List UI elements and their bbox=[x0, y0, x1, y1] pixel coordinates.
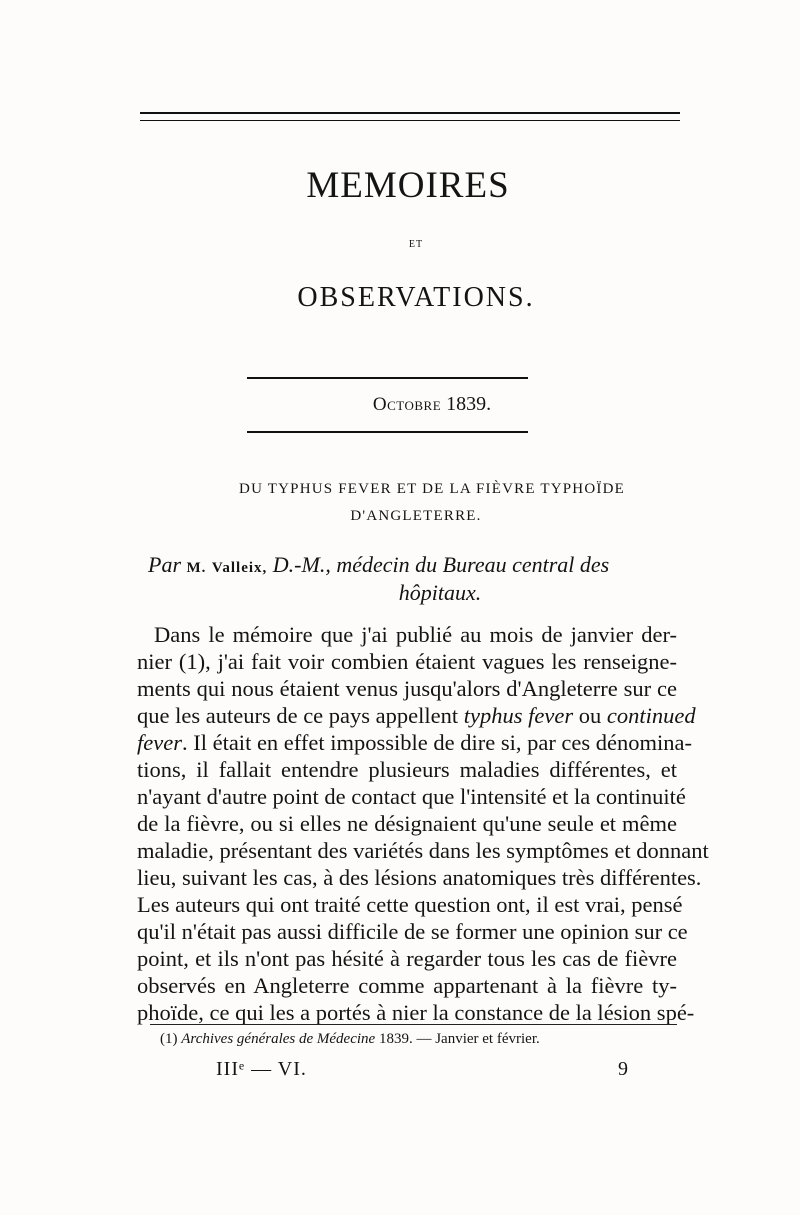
byline-prefix: Par bbox=[148, 552, 181, 577]
body-line: Dans le mémoire que j'ai publié au mois de janvier der- bbox=[154, 622, 677, 647]
body-line: ments qui nous étaient venus jusqu'alors d'Angleterre sur ce bbox=[137, 676, 677, 701]
body-line: de la fièvre, ou si elles ne désignaient qu'une seule et même bbox=[137, 811, 677, 836]
body-italic-term: typhus fever bbox=[463, 703, 574, 728]
footnote-rest: 1839. — Janvier et février. bbox=[375, 1031, 540, 1047]
footnote-marker: (1) bbox=[160, 1031, 178, 1047]
body-line: observés en Angleterre comme appartenant à la fièvre ty- bbox=[137, 973, 677, 998]
byline-credentials-cont: hôpitaux. bbox=[398, 580, 482, 605]
body-italic-term: continued bbox=[606, 703, 696, 728]
footnote-rule bbox=[150, 1024, 677, 1025]
byline bbox=[148, 552, 609, 578]
footnote bbox=[160, 1031, 540, 1048]
body-text: . Il était en effet impossible de dire si, par ces dénomina- bbox=[181, 730, 693, 755]
issue-year: 1839. bbox=[446, 393, 492, 415]
article-title-line-2: D'ANGLETERRE. bbox=[350, 508, 482, 524]
signature-mark: IIIᵉ — VI. bbox=[216, 1058, 307, 1080]
body-line: phoïde, ce qui les a portés à nier la constance de la lésion spé- bbox=[137, 1000, 695, 1025]
body-line: point, et ils n'ont pas hésité à regarder tous les cas de fièvre bbox=[137, 946, 677, 971]
byline-credentials: D.-M., médecin du Bureau central des bbox=[272, 552, 610, 577]
body-line: qu'il n'était pas aussi difficile de se former une opinion sur ce bbox=[137, 919, 688, 944]
byline-honorific: M. bbox=[186, 560, 207, 576]
body-line bbox=[137, 729, 693, 756]
page-number: 9 bbox=[618, 1058, 628, 1080]
body-text: que les auteurs de ce pays appellent bbox=[137, 703, 464, 728]
body-line: n'ayant d'autre point de contact que l'intensité et la continuité bbox=[137, 784, 686, 809]
article-title-line-1: DU TYPHUS FEVER ET DE LA FIÈVRE TYPHOÏDE bbox=[239, 481, 625, 497]
section-title-conjunction: ET bbox=[408, 239, 424, 250]
body-line: maladie, présentant des variétés dans les symptômes et donnant bbox=[137, 838, 709, 863]
body-line: tions, il fallait entendre plusieurs maladies différentes, et bbox=[137, 757, 677, 782]
top-double-rule bbox=[140, 112, 680, 121]
body-italic-term: fever bbox=[137, 730, 182, 755]
byline-author: Valleix, bbox=[211, 560, 268, 576]
issue-rule-top bbox=[247, 377, 528, 379]
body-line bbox=[137, 702, 696, 729]
issue-month: Octobre bbox=[372, 394, 442, 415]
body-text: ou bbox=[573, 703, 607, 728]
footnote-source: Archives générales de Médecine bbox=[181, 1031, 376, 1047]
section-title-memoires: MEMOIRES bbox=[306, 165, 510, 206]
body-line: nier (1), j'ai fait voir combien étaient vagues les renseigne- bbox=[137, 649, 677, 674]
issue-rule-bottom bbox=[247, 431, 528, 433]
body-line: lieu, suivant les cas, à des lésions anatomiques très différentes. bbox=[137, 865, 702, 890]
section-title-observations: OBSERVATIONS. bbox=[297, 282, 535, 313]
body-line: Les auteurs qui ont traité cette question ont, il est vrai, pensé bbox=[137, 892, 683, 917]
byline-continued bbox=[0, 580, 800, 606]
issue-date bbox=[0, 393, 800, 416]
